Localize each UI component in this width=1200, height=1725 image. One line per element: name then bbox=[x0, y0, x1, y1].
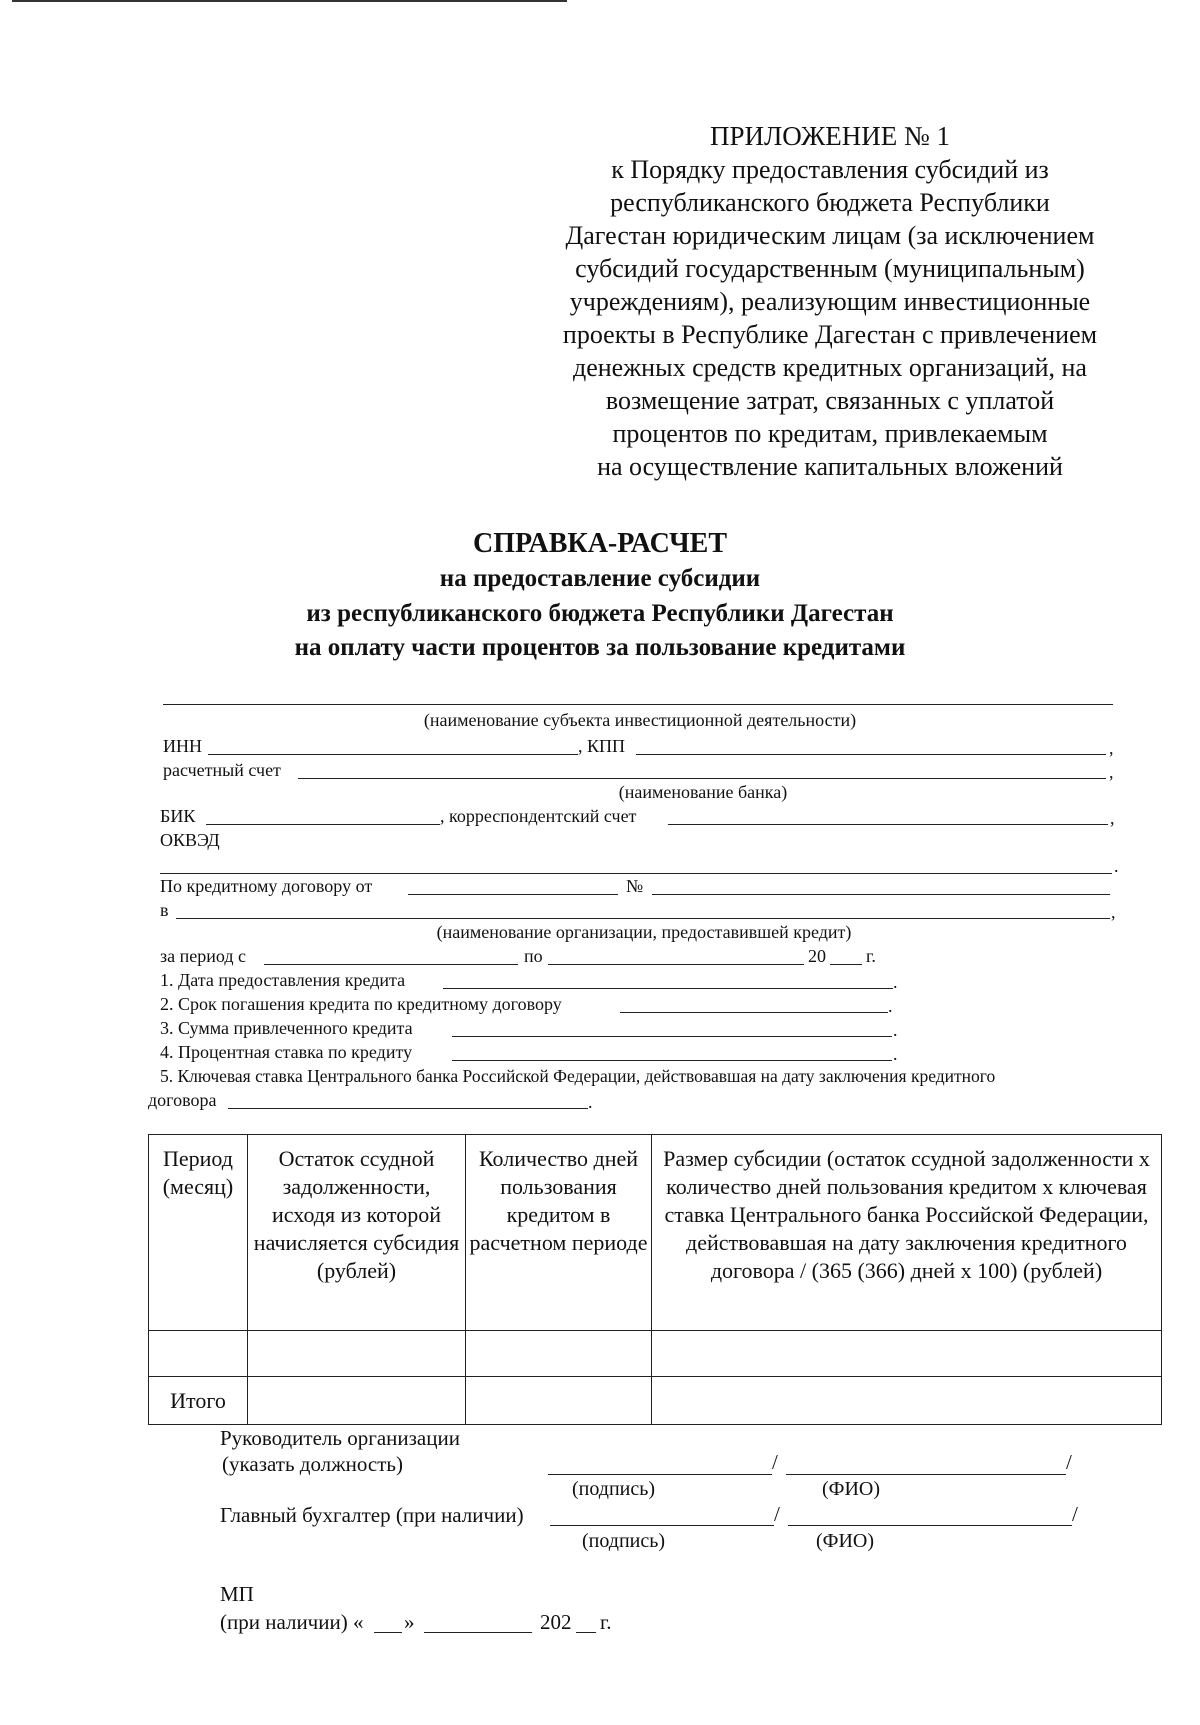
item-key-rate-field[interactable] bbox=[228, 1108, 588, 1109]
accountant-signature-field[interactable] bbox=[550, 1525, 774, 1526]
period-to-label: по bbox=[524, 946, 543, 966]
item-credit-date-label: 1. Дата предоставления кредита bbox=[160, 970, 406, 990]
period-year-suffix: г. bbox=[866, 946, 876, 966]
document-subtitle-line-3: на оплату части процентов за пользование кредитами bbox=[294, 634, 906, 661]
head-label: Руководитель организации bbox=[220, 1426, 460, 1450]
header-period: Период (месяц) bbox=[149, 1135, 248, 1331]
contract-date-field[interactable] bbox=[408, 894, 618, 895]
period-from-field[interactable] bbox=[264, 964, 518, 965]
corr-account-field[interactable] bbox=[668, 824, 1108, 825]
head-fio-field[interactable] bbox=[786, 1474, 1066, 1475]
document-subtitle-line-2: из республиканского бюджета Республики Дагестан bbox=[306, 600, 894, 627]
head-signature-field[interactable] bbox=[548, 1474, 772, 1475]
period-year-field[interactable] bbox=[830, 964, 862, 965]
date-year-prefix: 202 bbox=[540, 1610, 572, 1634]
contract-date-label: По кредитному договору от bbox=[160, 876, 373, 896]
table-cell[interactable] bbox=[466, 1377, 652, 1425]
stamp-label: МП bbox=[220, 1582, 254, 1606]
date-close-quote: » bbox=[404, 1610, 415, 1634]
inn-field[interactable] bbox=[208, 754, 578, 755]
period-from-label: за период с bbox=[160, 946, 246, 966]
appendix-line: учреждениям), реализующим инвестиционные bbox=[569, 287, 1091, 316]
lender-in-label: в bbox=[160, 900, 169, 920]
date-month-field[interactable] bbox=[424, 1632, 532, 1633]
bik-field[interactable] bbox=[206, 824, 440, 825]
appendix-line: процентов по кредитам, привлекаемым bbox=[612, 419, 1048, 448]
head-fio-caption: (ФИО) bbox=[822, 1478, 881, 1500]
document-title: СПРАВКА-РАСЧЕТ bbox=[472, 528, 728, 559]
item-interest-rate-field[interactable] bbox=[452, 1060, 892, 1061]
table-cell[interactable] bbox=[149, 1331, 248, 1377]
accountant-slash: / bbox=[774, 1502, 780, 1526]
table-cell[interactable] bbox=[466, 1331, 652, 1377]
head-slash-end: / bbox=[1066, 1450, 1072, 1474]
item-credit-amount-label: 3. Сумма привлеченного кредита bbox=[160, 1018, 413, 1038]
appendix-block bbox=[530, 120, 1130, 483]
item-repayment-term-dot: . bbox=[888, 996, 893, 1016]
lender-caption: (наименование организации, предоставившей кредит) bbox=[436, 922, 852, 942]
item-credit-date-dot: . bbox=[893, 972, 898, 992]
accountant-fio-field[interactable] bbox=[788, 1525, 1072, 1526]
header-loan-balance: Остаток ссудной задолженности, исходя из которой начисляется субсидия (рублей) bbox=[248, 1135, 466, 1331]
appendix-line: денежных средств кредитных организаций, на bbox=[573, 353, 1087, 382]
item-credit-date-field[interactable] bbox=[443, 988, 893, 989]
item-credit-amount-dot: . bbox=[893, 1020, 898, 1040]
inn-comma: , bbox=[1109, 738, 1114, 758]
table-row bbox=[149, 1331, 1162, 1377]
item-key-rate-label: 5. Ключевая ставка Центрального банка Российской Федерации, действовавшая на дату заключения кредитного bbox=[160, 1066, 996, 1086]
date-year-suffix: г. bbox=[600, 1610, 612, 1634]
item-interest-rate-dot: . bbox=[893, 1044, 898, 1064]
appendix-line: на осуществление капитальных вложений bbox=[597, 452, 1063, 481]
appendix-line: субсидий государственным (муниципальным) bbox=[575, 254, 1085, 283]
scan-top-edge-line bbox=[12, 0, 567, 2]
appendix-line: проекты в Республике Дагестан с привлечением bbox=[562, 320, 1098, 349]
subject-name-line[interactable] bbox=[163, 704, 1113, 705]
appendix-title: ПРИЛОЖЕНИЕ № 1 bbox=[709, 121, 951, 151]
period-to-field[interactable] bbox=[548, 964, 804, 965]
account-comma: , bbox=[1109, 762, 1114, 782]
inn-label: ИНН bbox=[163, 736, 202, 756]
bank-caption: (наименование банка) bbox=[618, 782, 788, 802]
accountant-label: Главный бухгалтер (при наличии) bbox=[220, 1503, 524, 1527]
kpp-field[interactable] bbox=[636, 754, 1106, 755]
date-year-field[interactable] bbox=[576, 1632, 596, 1633]
contract-number-field[interactable] bbox=[652, 894, 1110, 895]
appendix-line: к Порядку предоставления субсидий из bbox=[611, 155, 1049, 184]
table-total-row bbox=[149, 1377, 1162, 1425]
appendix-line: возмещение затрат, связанных с уплатой bbox=[605, 386, 1055, 415]
accountant-signature-caption: (подпись) bbox=[582, 1530, 666, 1552]
table-cell[interactable] bbox=[248, 1331, 466, 1377]
period-year-prefix: 20 bbox=[808, 946, 826, 966]
document-subtitle-line-1: на предоставление субсидии bbox=[439, 565, 761, 592]
item-repayment-term-label: 2. Срок погашения кредита по кредитному договору bbox=[160, 994, 562, 1014]
okved-label: ОКВЭД bbox=[160, 830, 220, 850]
item-credit-amount-field[interactable] bbox=[452, 1036, 892, 1037]
item-interest-rate-label: 4. Процентная ставка по кредиту bbox=[160, 1042, 413, 1062]
appendix-line: республиканского бюджета Республики bbox=[610, 188, 1050, 217]
table-cell[interactable] bbox=[652, 1377, 1162, 1425]
corr-account-label: , корреспондентский счет bbox=[440, 806, 637, 826]
account-label: расчетный счет bbox=[163, 760, 281, 780]
lender-name-field[interactable] bbox=[176, 918, 1110, 919]
subsidy-table bbox=[148, 1134, 1162, 1425]
header-days-count: Количество дней пользования кредитом в расчетном периоде bbox=[466, 1135, 652, 1331]
item-key-rate-cont-label: договора bbox=[148, 1090, 217, 1110]
account-field[interactable] bbox=[298, 778, 1106, 779]
okved-dot: . bbox=[1114, 856, 1119, 876]
head-signature-caption: (подпись) bbox=[572, 1478, 656, 1500]
date-day-field[interactable] bbox=[374, 1632, 402, 1633]
okved-field[interactable] bbox=[160, 873, 1112, 874]
lender-comma: , bbox=[1111, 902, 1116, 922]
item-repayment-term-field[interactable] bbox=[620, 1012, 888, 1013]
appendix-line: Дагестан юридическим лицам (за исключением bbox=[565, 221, 1095, 250]
total-label: Итого bbox=[149, 1377, 248, 1425]
bik-label: БИК bbox=[160, 806, 196, 826]
date-prefix: (при наличии) « bbox=[220, 1610, 364, 1634]
corr-comma: , bbox=[1110, 808, 1115, 828]
table-header-row bbox=[149, 1135, 1162, 1331]
item-key-rate-dot: . bbox=[588, 1092, 593, 1112]
head-position-label: (указать должность) bbox=[222, 1452, 404, 1476]
table-cell[interactable] bbox=[652, 1331, 1162, 1377]
kpp-label: , КПП bbox=[578, 736, 626, 756]
accountant-slash-end: / bbox=[1072, 1502, 1078, 1526]
contract-number-label: № bbox=[626, 876, 644, 896]
table-cell[interactable] bbox=[248, 1377, 466, 1425]
header-subsidy-amount: Размер субсидии (остаток ссудной задолженности x количество дней пользования кредитом x ключевая ставка Центрального банка Российской Федерации, действовавшая на дату заключения кредитного договора / (365 (366) дней x 100) (рублей) bbox=[652, 1135, 1162, 1331]
head-slash: / bbox=[772, 1450, 778, 1474]
subject-caption: (наименование субъекта инвестиционной деятельности) bbox=[423, 710, 857, 730]
accountant-fio-caption: (ФИО) bbox=[816, 1530, 875, 1552]
